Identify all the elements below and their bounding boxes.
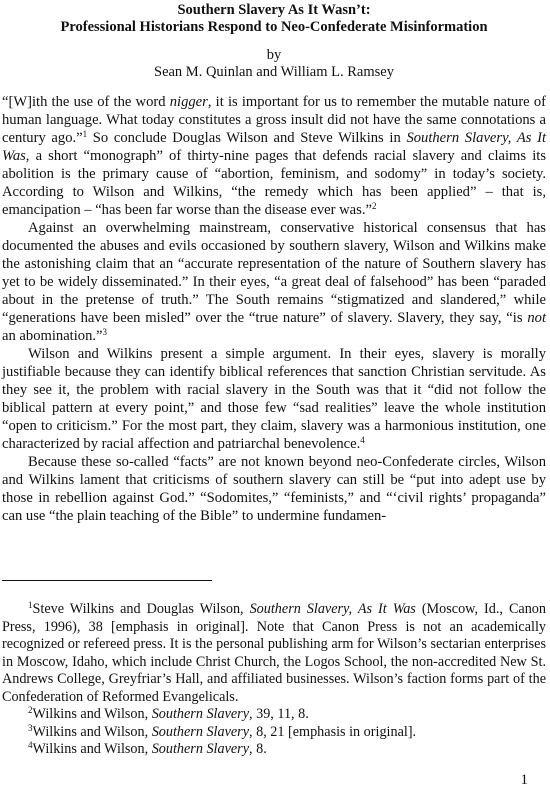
title-line-2: Professional Historians Respond to Neo-Confederate Misinformation bbox=[60, 19, 488, 35]
p1-text-c: So conclude Douglas Wilson and Steve Wilkins in bbox=[87, 130, 407, 146]
footnote-2-number: 2 bbox=[28, 705, 33, 715]
footnote-4-number: 4 bbox=[28, 740, 33, 750]
footnote-2-book-title: Southern Slavery bbox=[151, 706, 250, 722]
footnote-3-text-b: , 8, 21 [emphasis in original]. bbox=[249, 723, 417, 740]
p1-emphasis-a: nigger bbox=[169, 94, 208, 110]
footnotes bbox=[2, 601, 546, 759]
footnote-ref-1[interactable]: 1 bbox=[82, 129, 88, 139]
paragraph-3 bbox=[2, 345, 546, 453]
p1-text-a: “[W]ith the use of the word bbox=[2, 94, 170, 110]
byline-authors: Sean M. Quinlan and William L. Ramsey bbox=[154, 64, 394, 80]
title-line-1: Southern Slavery As It Wasn’t: bbox=[177, 2, 371, 18]
article-title bbox=[2, 2, 546, 36]
footnote-3 bbox=[2, 724, 546, 742]
byline bbox=[2, 47, 546, 81]
footnote-2-text-a: Wilkins and Wilson, bbox=[32, 706, 152, 722]
footnote-3-text-a: Wilkins and Wilson, bbox=[32, 723, 152, 740]
p2-emphasis: not bbox=[527, 310, 546, 326]
p3-text-a: Wilson and Wilkins present a simple argument. In their eyes, slavery is morally justifiable because they can identify biblical references that sanction Christian servitude. As they see it, the problem with racial slavery in the South was that it “did not follow the biblical pattern at every point,” and those few “sad realities” leave the whole institution “open to criticism.” For the most part, they claim, slavery was a harmonious institution, one characterized by racial affection and patriarchal benevolence. bbox=[2, 346, 546, 452]
footnote-3-number: 3 bbox=[28, 722, 33, 733]
paragraph-4 bbox=[2, 453, 546, 525]
footnote-4 bbox=[2, 741, 546, 759]
byline-by: by bbox=[266, 47, 282, 63]
footnote-1-text-a: Steve Wilkins and Douglas Wilson, bbox=[32, 601, 250, 617]
page-number: 1 bbox=[520, 772, 528, 788]
footnote-3-book-title: Southern Slavery bbox=[151, 723, 250, 740]
p1-text-b: , it is important for us to remember the mutable nature of human language. What today constitutes a gross insult did not have the same connotations a century ago.” bbox=[2, 94, 546, 146]
footnote-ref-3[interactable]: 3 bbox=[102, 327, 108, 337]
footnote-1-number: 1 bbox=[28, 600, 33, 610]
footnote-2-text-b: , 39, 11, 8. bbox=[249, 706, 309, 722]
p2-text-b: an abomination.” bbox=[2, 328, 103, 344]
footnote-1-book-title: Southern Slavery, As It Was bbox=[249, 601, 416, 617]
footnote-4-text-b: , 8. bbox=[249, 741, 267, 757]
footnote-divider bbox=[2, 580, 212, 581]
title-block bbox=[2, 0, 546, 81]
paragraph-1 bbox=[2, 93, 546, 219]
footnote-4-book-title: Southern Slavery bbox=[151, 741, 250, 757]
p1-book-title: Southern Slavery, As It Was bbox=[2, 130, 546, 164]
footnote-2 bbox=[2, 706, 546, 724]
p1-text-d: , a short “monograph” of thirty-nine pages that defends racial slavery and claims its abolition is the primary cause of “abortion, feminism, and sodomy” in today’s society. According to Wilson and Wilkins, “the remedy which has been applied” – that is, emancipation – “has been far worse than the disease ever was.” bbox=[2, 148, 546, 218]
footnote-4-text-a: Wilkins and Wilson, bbox=[32, 741, 152, 757]
article-body bbox=[2, 93, 546, 525]
p2-text-a: Against an overwhelming mainstream, conservative historical consensus that has documented the abuses and evils occasioned by southern slavery, Wilson and Wilkins make the astonishing claim that an “accurate representation of the nature of Southern slavery has yet to be widely disseminated.” In their eyes, “a great deal of falsehood” has been “paraded about in the pretense of truth.” The South remains “stigmatized and slandered,” while “generations have been misled” over the “true nature” of slavery. Slavery, they say, “is bbox=[2, 220, 546, 326]
footnote-1-text-b: (Moscow, Id., Canon Press, 1996), 38 [emphasis in original]. Note that Canon Press is not an academically recognized or refereed press. It is the personal publishing arm for Wilson’s sectarian enterprises in Moscow, Idaho, which include Christ Church, the Logos School, the non-accredited New St. Andrews College, Greyfriar’s Hall, and affiliated businesses. Wilson’s faction forms part of the Confederation of Reformed Evangelicals. bbox=[2, 601, 546, 705]
footnote-ref-2[interactable]: 2 bbox=[371, 201, 377, 211]
footnote-1 bbox=[2, 601, 546, 706]
footnote-ref-4[interactable]: 4 bbox=[360, 435, 365, 445]
p4-text-a: Because these so-called “facts” are not known beyond neo-Confederate circles, Wilson and Wilkins lament that criticisms of southern slavery can still be “put into adept use by those in rebellion against God.” “Sodomites,” “feminists,” and “‘civil rights’ propaganda” can use “the plain teaching of the Bible” to undermine fundamen- bbox=[2, 454, 546, 524]
paragraph-2 bbox=[2, 219, 546, 345]
